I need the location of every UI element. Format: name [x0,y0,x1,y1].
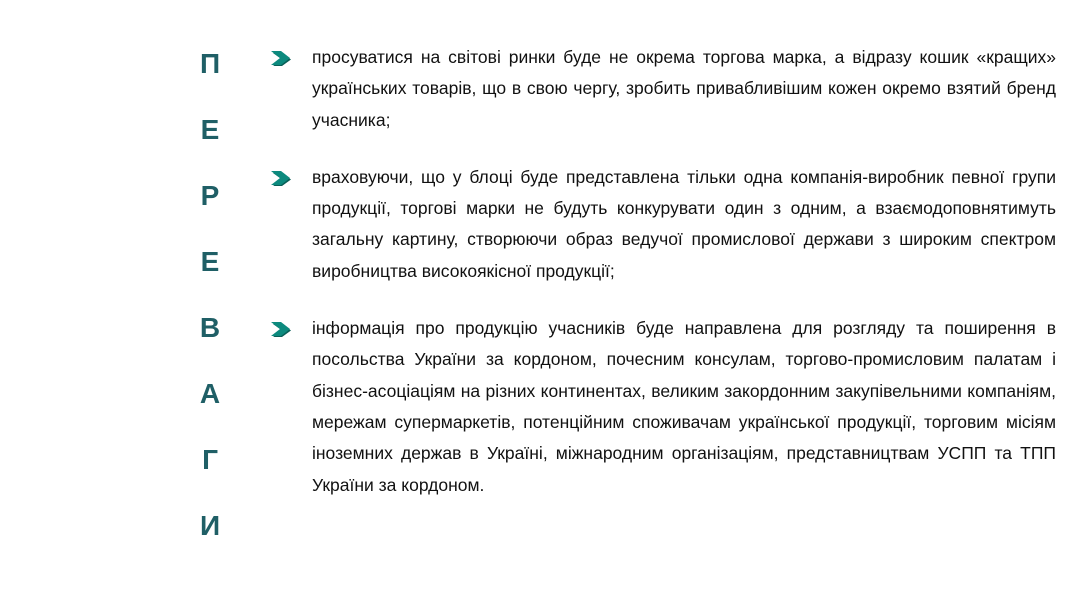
teal-chevron-arrow-icon [271,171,293,186]
side-title-vertical [180,48,240,568]
side-title-letter: И [199,510,221,541]
list-item [266,42,1056,136]
list-item [266,162,1056,287]
bullet-text: просуватися на світові ринки буде не окрема торгова марка, а відразу кошик «кращих» українських товарів, що в свою чергу, зробить привабливішим кожен окремо взятий бренд учасника; [312,47,1056,130]
teal-chevron-arrow-icon [271,322,293,337]
bullet-text: враховуючи, що у блоці буде представлена тільки одна компанія-виробник певної групи продукції, торгові марки не будуть конкурувати один з одним, а взаємодоповнятимуть загальну картину, створюючи образ ведучої промислової держави з широким спектром виробництва високоякісної продукції; [312,166,1056,281]
side-title-letter: Е [200,114,220,145]
side-title-letter: Е [200,246,220,277]
teal-chevron-arrow-icon [271,51,293,66]
side-title-letter: Г [202,444,218,475]
side-title-letter: П [199,48,221,79]
bullet-text: інформація про продукцію учасників буде направлена для розгляду та поширення в посольства України за кордоном, почесним консулам, торгово-промисловим палатам і бізнес-асоціаціям на різних континентах, великим закордонним закупівельними компаніям, мережам супермаркетів, потенційним споживачам української продукції, торговим місіям іноземних держав в Україні, міжнародним організаціям, представництвам УСПП та ТПП України за кордоном. [312,318,1056,495]
advantages-list [266,42,1056,527]
side-title-letter: В [199,312,221,343]
list-item [266,313,1056,501]
side-title-letter: А [199,378,221,409]
side-title-letter: Р [200,180,220,211]
